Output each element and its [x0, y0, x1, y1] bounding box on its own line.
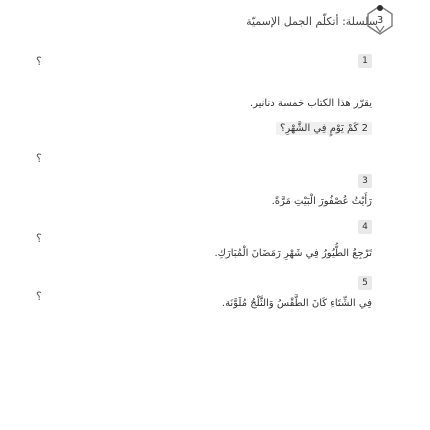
badge-number: 3	[376, 15, 384, 26]
worksheet-header	[246, 6, 378, 36]
question-marker: ؟	[36, 55, 42, 68]
question-text: تَرْجِعُ الطُّيُورُ فِي شَهْرِ رَمَضَانَ الْمُبَارَكِ.	[214, 248, 372, 259]
question-text: رَأَيْتُ عُصْفُورَ الْبَيْتِ مَرَّةً.	[271, 196, 372, 207]
question-text: فِي الشِّتَاءِ كَانَ الطَّقْسُ وَالثَّلْجُ مُلَوَّنَة.	[221, 298, 372, 309]
question-number: 5	[358, 276, 372, 290]
question-marker: ؟	[36, 152, 42, 165]
question-marker: ؟	[36, 232, 42, 245]
question-number: 3	[358, 174, 372, 188]
question-text: يقرّر هذا الكتاب خمسة دنانير.	[249, 98, 372, 109]
question-number: 1	[358, 54, 372, 68]
question-number: 4	[358, 220, 372, 234]
lesson-badge-icon	[362, 2, 398, 38]
question-marker: ؟	[36, 290, 42, 303]
question-text: 2 كَمْ يَوْمٍ فِي الشَّهْرِ؟	[276, 122, 372, 135]
header-title: سلسلة: أتكلّم الجمل الإسميّة	[246, 14, 378, 28]
